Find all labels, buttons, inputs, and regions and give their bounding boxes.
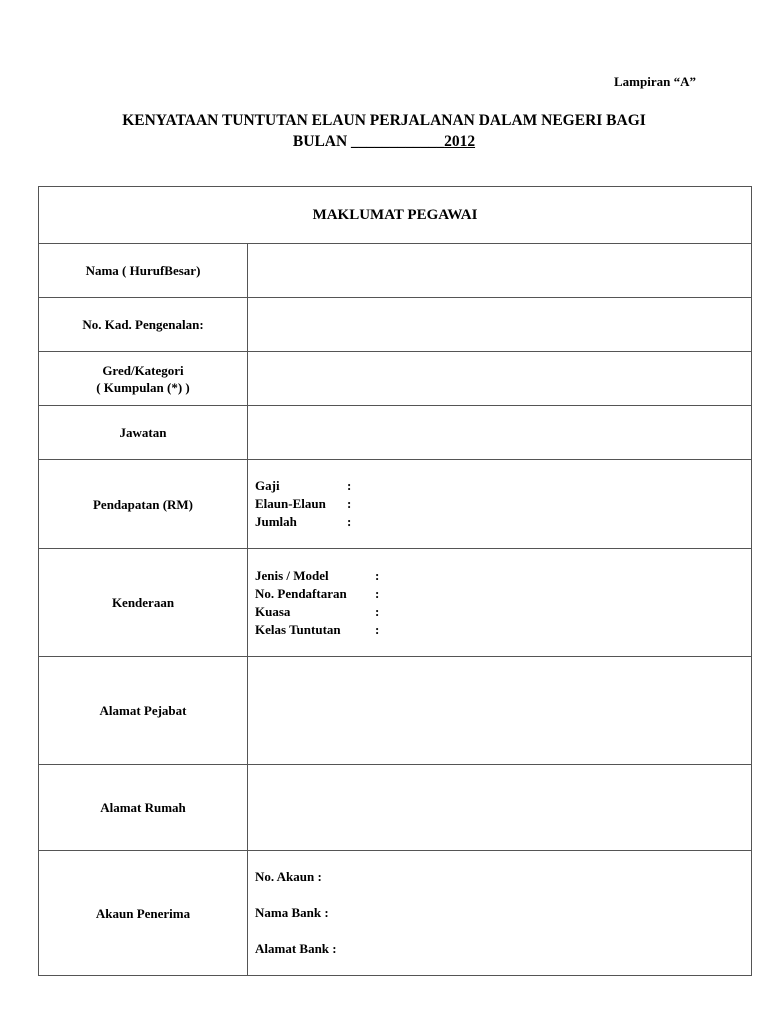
field-alamat-pejabat[interactable] <box>248 657 752 765</box>
label-alamat-pejabat: Alamat Pejabat <box>39 657 248 765</box>
colon: : <box>375 621 380 637</box>
vehicle-label: Kelas Tuntutan <box>255 621 341 637</box>
account-number-label: No. Akaun : <box>255 869 322 884</box>
document-title <box>0 110 768 152</box>
field-alamat-rumah[interactable] <box>248 765 752 851</box>
label-gred <box>39 352 248 406</box>
colon: : <box>347 478 352 493</box>
income-row-elaun <box>255 495 751 513</box>
title-line-2 <box>0 131 768 152</box>
income-label: Elaun-Elaun <box>255 496 326 511</box>
field-pendapatan[interactable] <box>248 460 752 549</box>
income-label: Gaji <box>255 478 280 493</box>
title-month-prefix: BULAN ____________ <box>292 133 445 150</box>
colon: : <box>375 567 380 583</box>
income-row-gaji <box>255 477 751 495</box>
bank-address-label: Alamat Bank : <box>255 941 337 956</box>
bank-name-label: Nama Bank : <box>255 905 329 920</box>
income-row-jumlah <box>255 513 751 531</box>
label-gred-line-2: ( Kumpulan (*) ) <box>96 379 190 395</box>
label-kenderaan: Kenderaan <box>39 549 248 657</box>
label-ic: No. Kad. Pengenalan: <box>39 298 248 352</box>
vehicle-label: No. Pendaftaran <box>255 585 347 601</box>
title-line-1: KENYATAAN TUNTUTAN ELAUN PERJALANAN DALAM NEGERI BAGI <box>122 112 646 129</box>
colon: : <box>375 585 380 601</box>
vehicle-row-power <box>255 603 751 621</box>
vehicle-label: Kuasa <box>255 603 291 619</box>
colon: : <box>347 514 352 529</box>
label-gred-line-1: Gred/Kategori <box>102 362 184 378</box>
vehicle-row-registration <box>255 585 751 603</box>
label-jawatan: Jawatan <box>39 406 248 460</box>
colon: : <box>347 496 352 511</box>
label-alamat-rumah: Alamat Rumah <box>39 765 248 851</box>
vehicle-row-class <box>255 621 751 639</box>
field-gred[interactable] <box>248 352 752 406</box>
officer-info-table <box>38 186 752 976</box>
income-label: Jumlah <box>255 514 297 529</box>
field-akaun-penerima[interactable] <box>248 851 752 976</box>
field-nama[interactable] <box>248 244 752 298</box>
appendix-label: Lampiran “A” <box>614 74 696 89</box>
label-akaun-penerima: Akaun Penerima <box>39 851 248 976</box>
vehicle-label: Jenis / Model <box>255 567 329 583</box>
field-ic[interactable] <box>248 298 752 352</box>
field-jawatan[interactable] <box>248 406 752 460</box>
label-nama: Nama ( HurufBesar) <box>39 244 248 298</box>
section-title: MAKLUMAT PEGAWAI <box>39 187 752 244</box>
label-pendapatan: Pendapatan (RM) <box>39 460 248 549</box>
title-year: 2012 <box>444 133 476 150</box>
field-kenderaan[interactable] <box>248 549 752 657</box>
colon: : <box>375 603 380 619</box>
vehicle-row-model <box>255 567 751 585</box>
